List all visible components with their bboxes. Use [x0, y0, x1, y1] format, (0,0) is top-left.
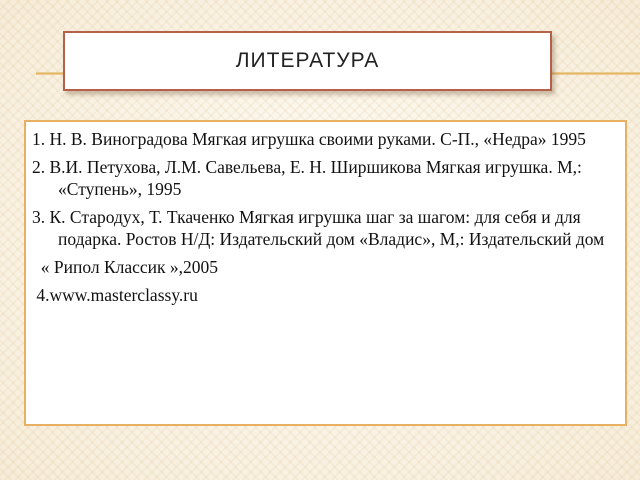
- reference-item-3-continuation: « Рипол Классик »,2005: [32, 257, 219, 277]
- title-box: [63, 31, 552, 91]
- references-box: [24, 120, 627, 426]
- reference-item-2: 2. В.И. Петухова, Л.М. Савельева, Е. Н. Ширшикова Мягкая игрушка. М,: «Ступень», 1995: [32, 157, 582, 199]
- decorative-line-right: [552, 72, 640, 75]
- references-list: [32, 128, 615, 306]
- reference-item-4: 4.www.masterclassy.ru: [32, 285, 198, 305]
- reference-item-1: 1. Н. В. Виноградова Мягкая игрушка своими руками. С-П., «Недра» 1995: [32, 129, 586, 149]
- slide-title: ЛИТЕРАТУРА: [235, 49, 380, 72]
- reference-item-3: 3. К. Стародух, Т. Ткаченко Мягкая игрушка шаг за шагом: для себя и для подарка. Ростов Н/Д: Издательский дом «Владис», М,: Издательский дом: [32, 207, 605, 249]
- decorative-line-left: [36, 72, 64, 75]
